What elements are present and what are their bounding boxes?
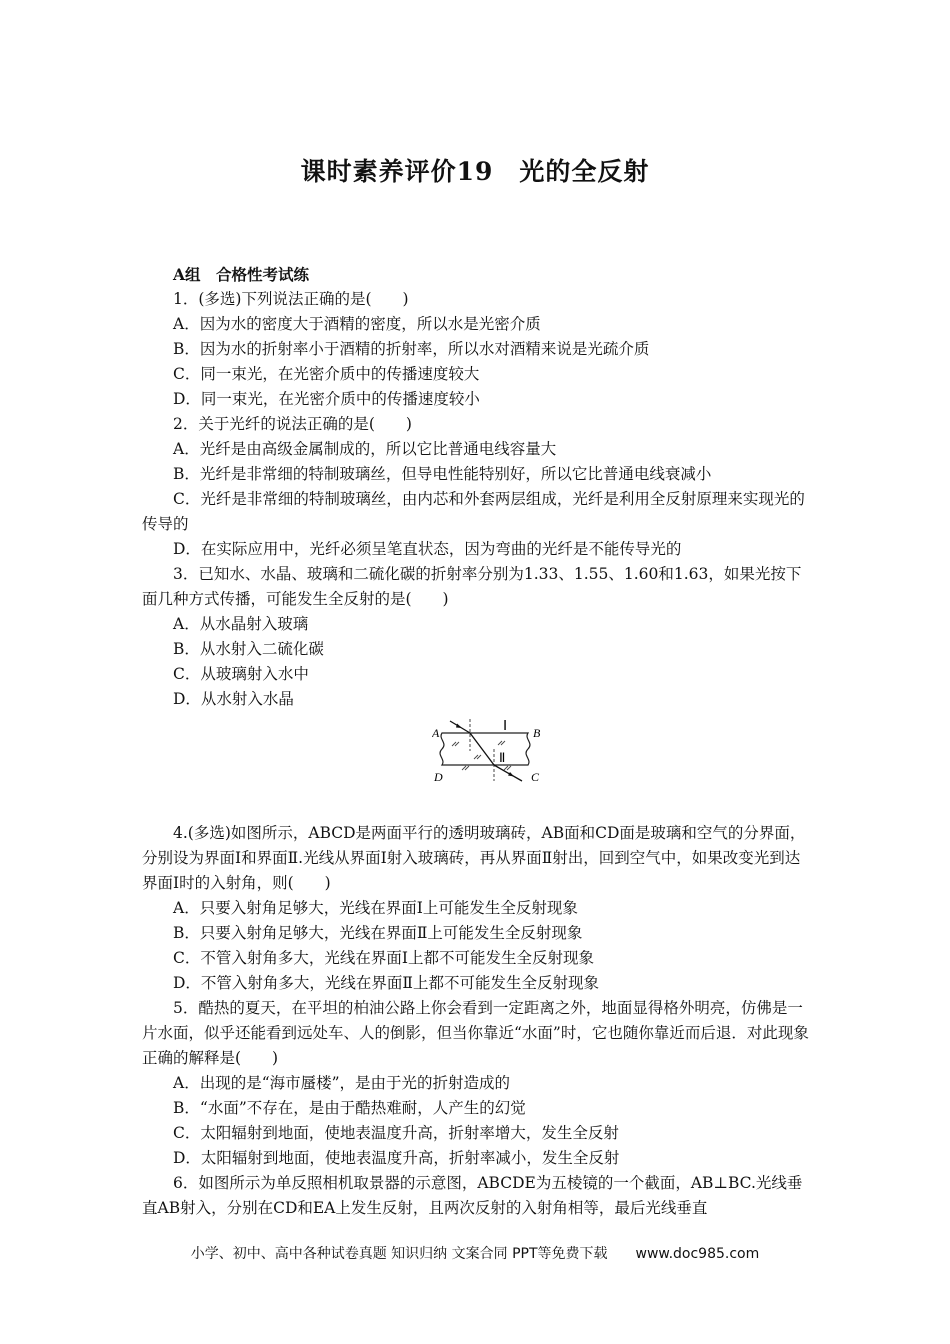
option: D．同一束光，在光密介质中的传播速度较小 xyxy=(173,390,480,408)
question-stem: 6．如图所示为单反照相机取景器的示意图，ABCDE为五棱镜的一个截面，AB⊥BC.光线垂直AB射入，分别在CD和EA上发生反射，且两次反射的入射角相等，最后光线垂直 xyxy=(142,1174,803,1217)
footer-url[interactable]: www.doc985.com xyxy=(635,1246,760,1262)
refraction-diagram xyxy=(432,715,552,795)
option: B．光纤是非常细的特制玻璃丝，但导电性能特别好，所以它比普通电线衰减小 xyxy=(173,465,712,483)
option: C．同一束光，在光密介质中的传播速度较大 xyxy=(173,365,480,383)
option: B．“水面”不存在，是由于酷热难耐，人产生的幻觉 xyxy=(173,1099,526,1117)
label-d: D xyxy=(434,770,443,784)
option: A．光纤是由高级金属制成的，所以它比普通电线容量大 xyxy=(173,440,557,458)
label-b: B xyxy=(533,726,541,740)
option: B．从水射入二硫化碳 xyxy=(173,640,324,658)
option: B．只要入射角足够大，光线在界面Ⅱ上可能发生全反射现象 xyxy=(173,924,583,942)
document-body xyxy=(142,262,814,1221)
option: A．因为水的密度大于酒精的密度，所以水是光密介质 xyxy=(173,315,541,333)
section-heading: A组 合格性考试练 xyxy=(173,265,310,284)
label-interface-2: Ⅱ xyxy=(499,750,506,765)
footer-text: 小学、初中、高中各种试卷真题 知识归纳 文案合同 PPT等免费下载 xyxy=(190,1246,608,1262)
option: D．太阳辐射到地面，使地表温度升高，折射率减小，发生全反射 xyxy=(173,1149,620,1167)
option: D．不管入射角多大，光线在界面Ⅱ上都不可能发生全反射现象 xyxy=(173,974,599,992)
option: C．光纤是非常细的特制玻璃丝，由内芯和外套两层组成，光纤是利用全反射原理来实现光的传导的 xyxy=(142,490,805,533)
option: C．从玻璃射入水中 xyxy=(173,665,309,683)
question-stem: 4.(多选)如图所示，ABCD是两面平行的透明玻璃砖，AB面和CD面是玻璃和空气的分界面，分别设为界面Ⅰ和界面Ⅱ.光线从界面Ⅰ射入玻璃砖，再从界面Ⅱ射出，回到空气中，如果改变光到达界面Ⅰ时的入射角，则( ) xyxy=(142,824,806,892)
question-stem: 1．(多选)下列说法正确的是( ) xyxy=(173,290,409,308)
option: D．从水射入水晶 xyxy=(173,690,294,708)
question-stem: 3．已知水、水晶、玻璃和二硫化碳的折射率分别为1.33、1.55、1.60和1.63，如果光按下面几种方式传播，可能发生全反射的是( ) xyxy=(142,565,802,608)
question-stem: 2．关于光纤的说法正确的是( ) xyxy=(173,415,412,433)
option: A．出现的是“海市蜃楼”，是由于光的折射造成的 xyxy=(173,1074,511,1092)
label-c: C xyxy=(531,770,540,784)
option: A．从水晶射入玻璃 xyxy=(173,615,309,633)
question-stem: 5．酷热的夏天，在平坦的柏油公路上你会看到一定距离之外，地面显得格外明亮，仿佛是一片水面，似乎还能看到远处车、人的倒影，但当你靠近“水面”时，它也随你靠近而后退．对此现象正确的解释是( ) xyxy=(142,999,809,1067)
option: C．太阳辐射到地面，使地表温度升高，折射率增大，发生全反射 xyxy=(173,1124,619,1142)
label-a: A xyxy=(432,726,440,740)
page-title: 课时素养评价19 光的全反射 xyxy=(300,157,650,186)
page-footer xyxy=(0,1243,950,1263)
label-interface-1: Ⅰ xyxy=(503,719,508,734)
option: D．在实际应用中，光纤必须呈笔直状态，因为弯曲的光纤是不能传导光的 xyxy=(173,540,682,558)
option: B．因为水的折射率小于酒精的折射率，所以水对酒精来说是光疏介质 xyxy=(173,340,650,358)
option: A．只要入射角足够大，光线在界面Ⅰ上可能发生全反射现象 xyxy=(173,899,578,917)
option: C．不管入射角多大，光线在界面Ⅰ上都不可能发生全反射现象 xyxy=(173,949,594,967)
glass-brick-figure xyxy=(142,715,814,809)
